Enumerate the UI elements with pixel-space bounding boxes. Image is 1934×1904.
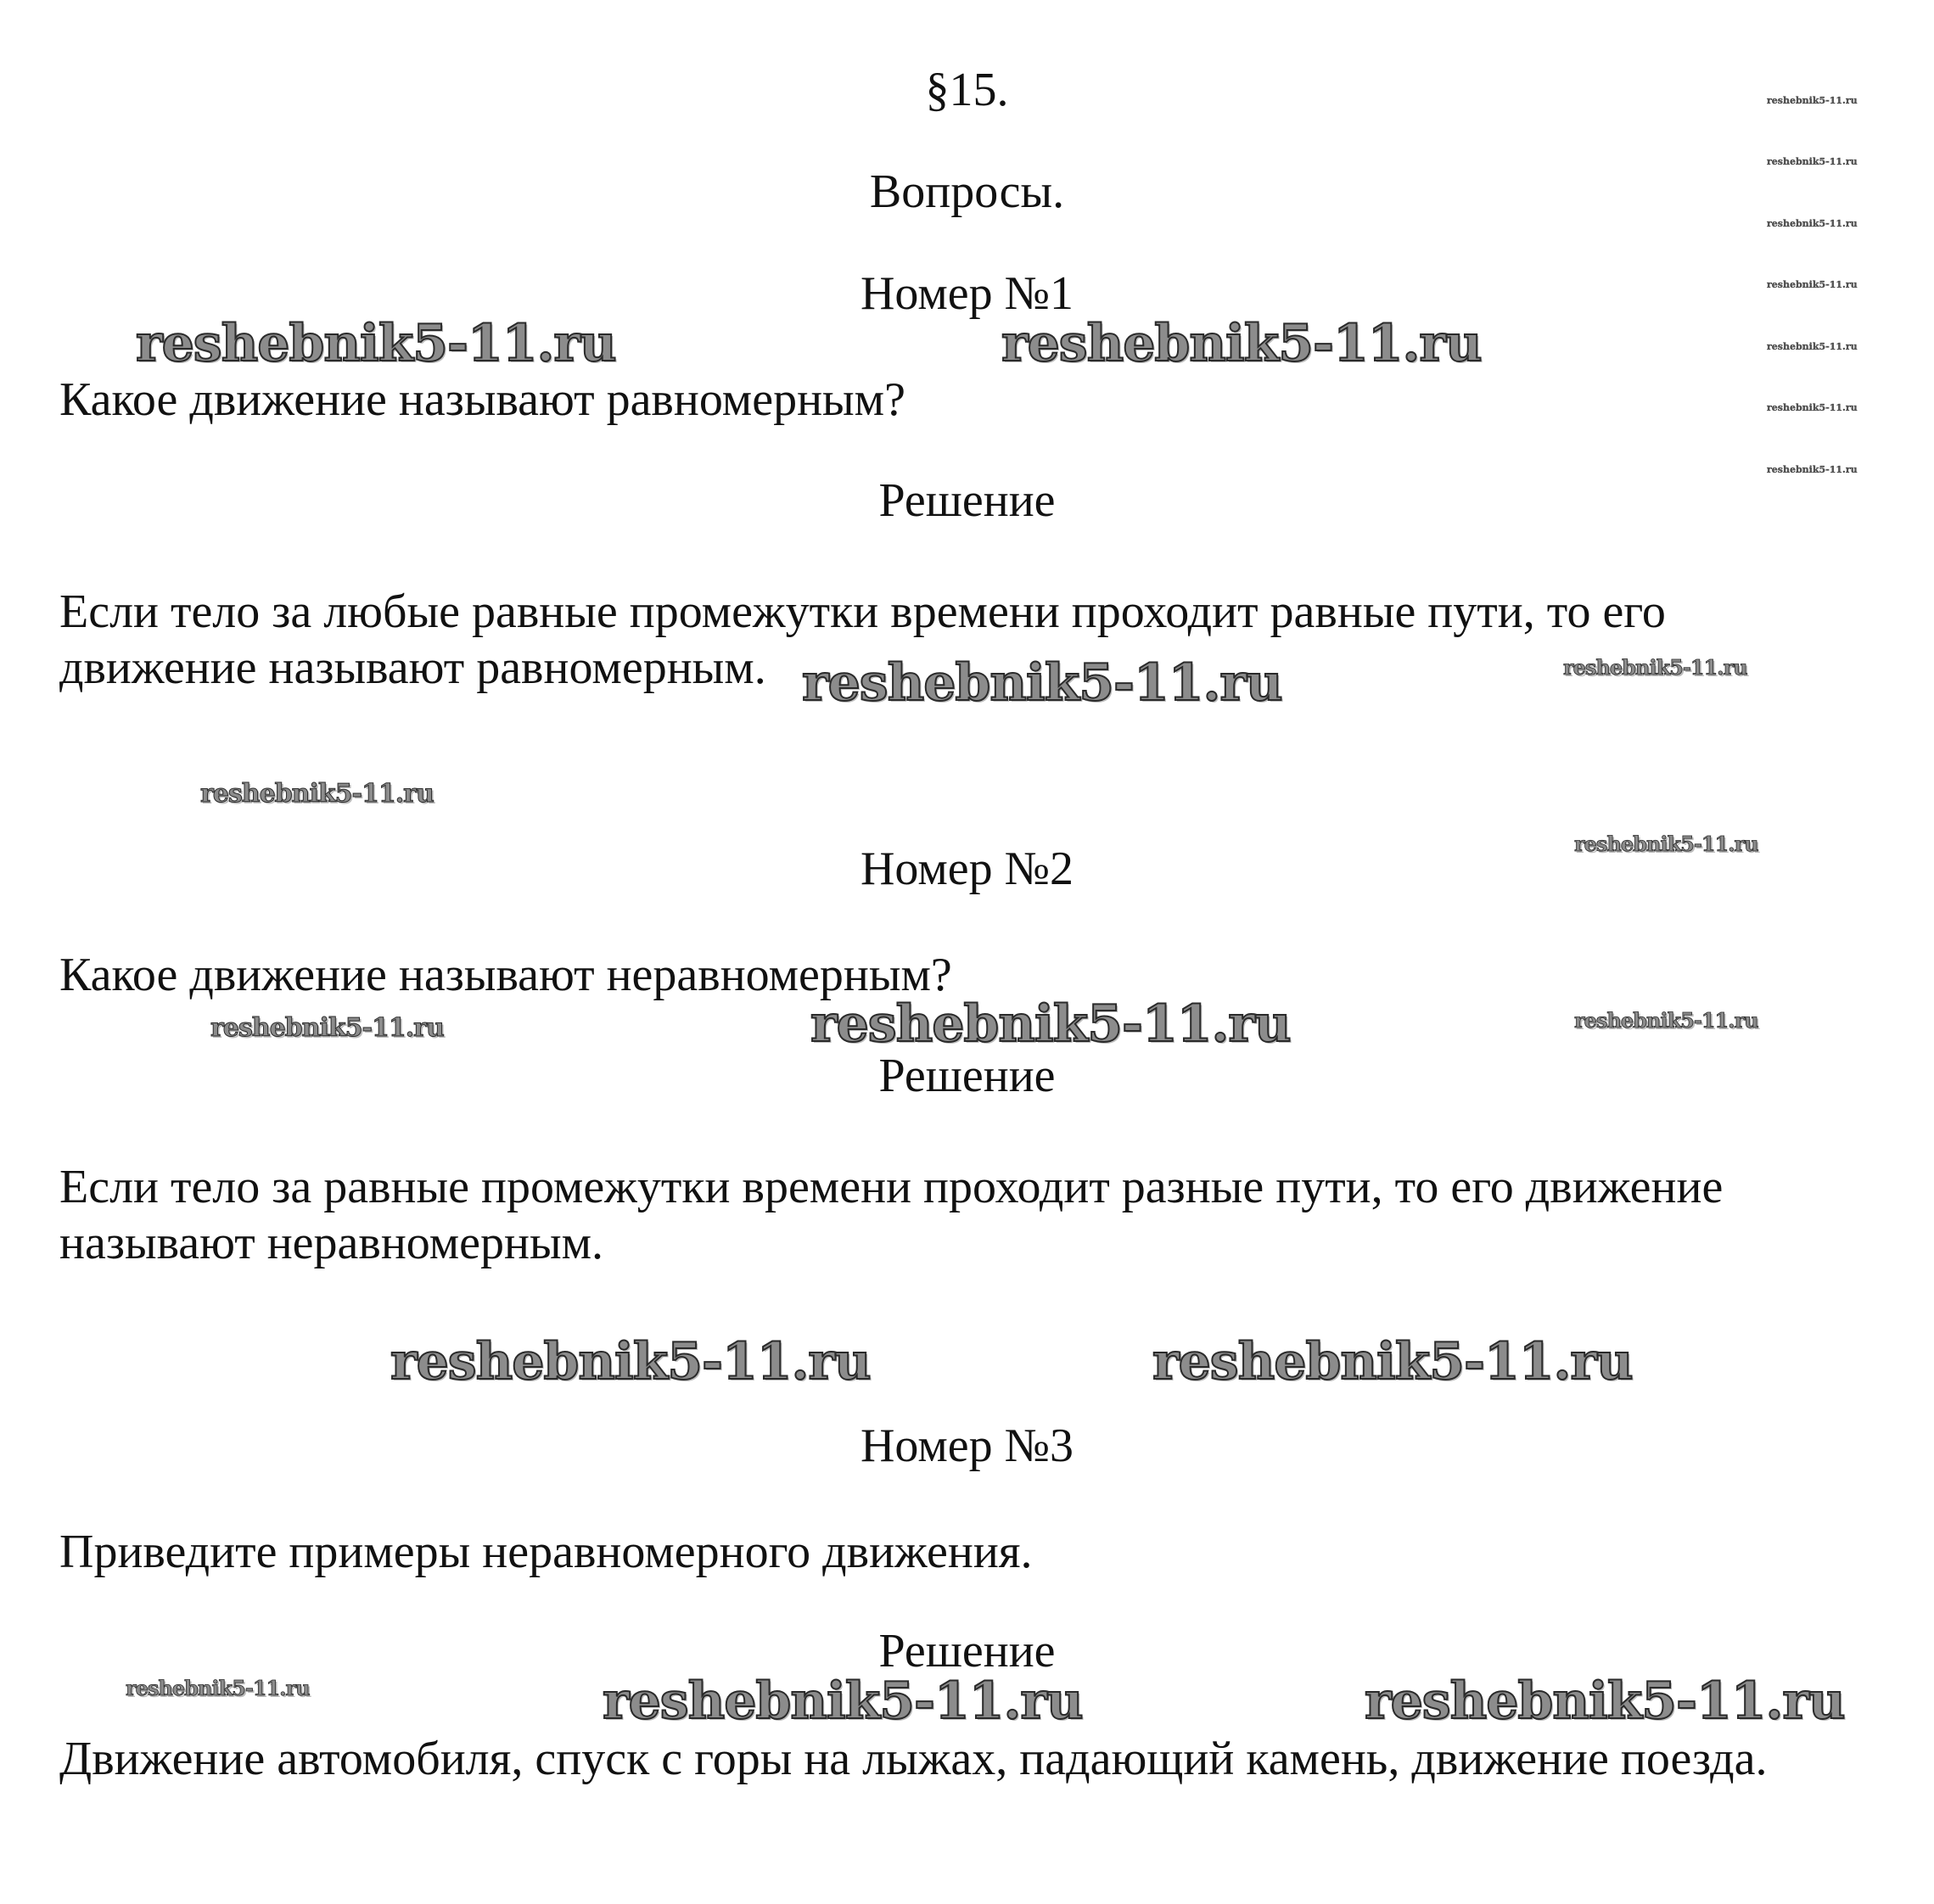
- question-3-text: Приведите примеры неравномерного движения.: [59, 1526, 1033, 1578]
- watermark-logo: reshebnik5-11.ru: [390, 1332, 871, 1392]
- question-1-number: Номер №1: [860, 267, 1074, 320]
- watermark-logo: reshebnik5-11.ru: [810, 994, 1291, 1054]
- question-1-answer: Если тело за любые равные промежутки времени проходит равные пути, то его движение называют равномерным.: [59, 585, 1666, 694]
- question-1-solution-label: Решение: [878, 474, 1056, 527]
- question-1-text: Какое движение называют равномерным?: [59, 373, 905, 426]
- watermark-logo: reshebnik5-11.ru: [1001, 314, 1482, 373]
- watermark-logo: reshebnik5-11.ru: [802, 653, 1282, 713]
- watermark-logo: reshebnik5-11.ru: [1767, 279, 1858, 290]
- question-2-solution-label: Решение: [878, 1050, 1056, 1102]
- question-2-text: Какое движение называют неравномерным?: [59, 949, 952, 1001]
- watermark-logo: reshebnik5-11.ru: [1767, 95, 1858, 106]
- watermark-logo: reshebnik5-11.ru: [1767, 218, 1858, 229]
- watermark-logo: reshebnik5-11.ru: [1152, 1332, 1633, 1392]
- watermark-logo: reshebnik5-11.ru: [1767, 402, 1858, 413]
- watermark-logo: reshebnik5-11.ru: [200, 779, 434, 809]
- question-2-answer: Если тело за равные промежутки времени проходит разные пути, то его движение называют неравномерным.: [59, 1161, 1724, 1269]
- question-3-answer: Движение автомобиля, спуск с горы на лыжах, падающий камень, движение поезда.: [59, 1733, 1768, 1785]
- watermark-logo: reshebnik5-11.ru: [1767, 156, 1858, 167]
- watermark-logo: reshebnik5-11.ru: [136, 314, 616, 373]
- question-2-number: Номер №2: [860, 843, 1074, 895]
- watermark-logo: reshebnik5-11.ru: [1365, 1672, 1845, 1731]
- watermark-logo: reshebnik5-11.ru: [1767, 341, 1858, 352]
- question-3-number: Номер №3: [860, 1420, 1074, 1472]
- watermark-logo: reshebnik5-11.ru: [210, 1013, 444, 1043]
- section-subtitle: Вопросы.: [869, 165, 1065, 218]
- question-3-solution-label: Решение: [878, 1625, 1056, 1677]
- watermark-logo: reshebnik5-11.ru: [126, 1676, 310, 1700]
- watermark-logo: reshebnik5-11.ru: [1767, 464, 1858, 475]
- watermark-logo: reshebnik5-11.ru: [1574, 1008, 1758, 1033]
- section-number: §15.: [925, 64, 1009, 116]
- watermark-logo: reshebnik5-11.ru: [603, 1672, 1083, 1731]
- watermark-logo: reshebnik5-11.ru: [1574, 832, 1758, 856]
- watermark-logo: reshebnik5-11.ru: [1563, 655, 1747, 680]
